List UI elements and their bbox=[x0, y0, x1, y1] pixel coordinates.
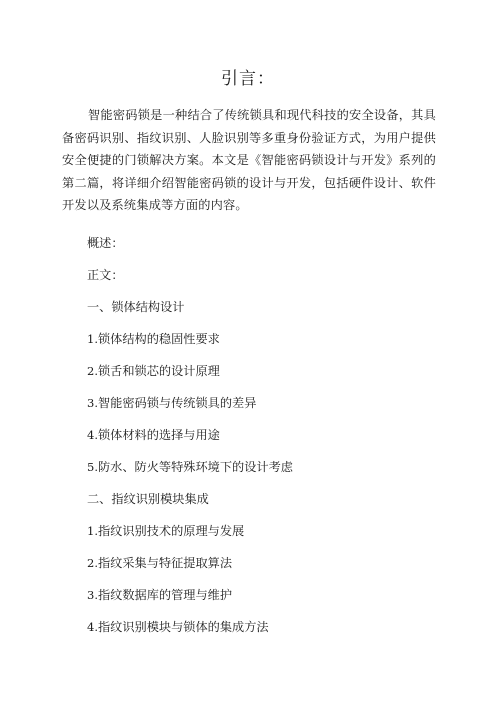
list-item-text: 指纹识别技术的原理与发展 bbox=[97, 524, 245, 538]
list-item-number: 1. bbox=[87, 332, 98, 346]
list-item-number: 3. bbox=[87, 588, 98, 602]
list-item-number: 2. bbox=[87, 364, 98, 378]
list-item bbox=[87, 394, 256, 411]
body-label: 正文： bbox=[87, 268, 124, 282]
list-item-number: 4. bbox=[87, 428, 98, 442]
list-item bbox=[87, 554, 232, 571]
list-item-text: 锁舌和锁芯的设计原理 bbox=[97, 364, 220, 378]
section-heading-2: 二、指纹识别模块集成 bbox=[87, 492, 209, 506]
list-item-text: 智能密码锁与传统锁具的差异 bbox=[97, 396, 257, 410]
list-item bbox=[87, 586, 232, 603]
list-item-number: 5. bbox=[87, 460, 98, 474]
list-item-number: 1. bbox=[87, 524, 98, 538]
list-item-text: 指纹数据库的管理与维护 bbox=[97, 588, 233, 602]
list-item-number: 3. bbox=[87, 396, 98, 410]
list-item bbox=[87, 522, 244, 539]
list-item-text: 指纹识别模块与锁体的集成方法 bbox=[97, 620, 269, 634]
list-item-text: 防水、防火等特殊环境下的设计考虑 bbox=[97, 460, 293, 474]
list-item bbox=[87, 618, 269, 635]
list-item bbox=[87, 458, 293, 475]
list-item bbox=[87, 330, 220, 347]
section-heading-1: 一、锁体结构设计 bbox=[87, 300, 185, 314]
list-item-number: 2. bbox=[87, 556, 98, 570]
list-item bbox=[87, 362, 220, 379]
intro-paragraph: 智能密码锁是一种结合了传统锁具和现代科技的安全设备，其具备密码识别、指纹识别、人脸识别等多重身份验证方式，为用户提供安全便捷的门锁解决方案。本文是《智能密码锁设计与开发》系列的第二篇，将详细介绍智能密码锁的设计与开发，包括硬件设计、软件开发以及系统集成等方面的内容。 bbox=[62, 108, 436, 212]
list-item-text: 锁体结构的稳固性要求 bbox=[97, 332, 220, 346]
list-item-text: 锁体材料的选择与用途 bbox=[97, 428, 220, 442]
list-item bbox=[87, 426, 220, 443]
overview-label: 概述： bbox=[87, 236, 124, 250]
list-item-number: 4. bbox=[87, 620, 98, 634]
document-title: 引言： bbox=[221, 69, 275, 89]
list-item-text: 指纹采集与特征提取算法 bbox=[97, 556, 233, 570]
